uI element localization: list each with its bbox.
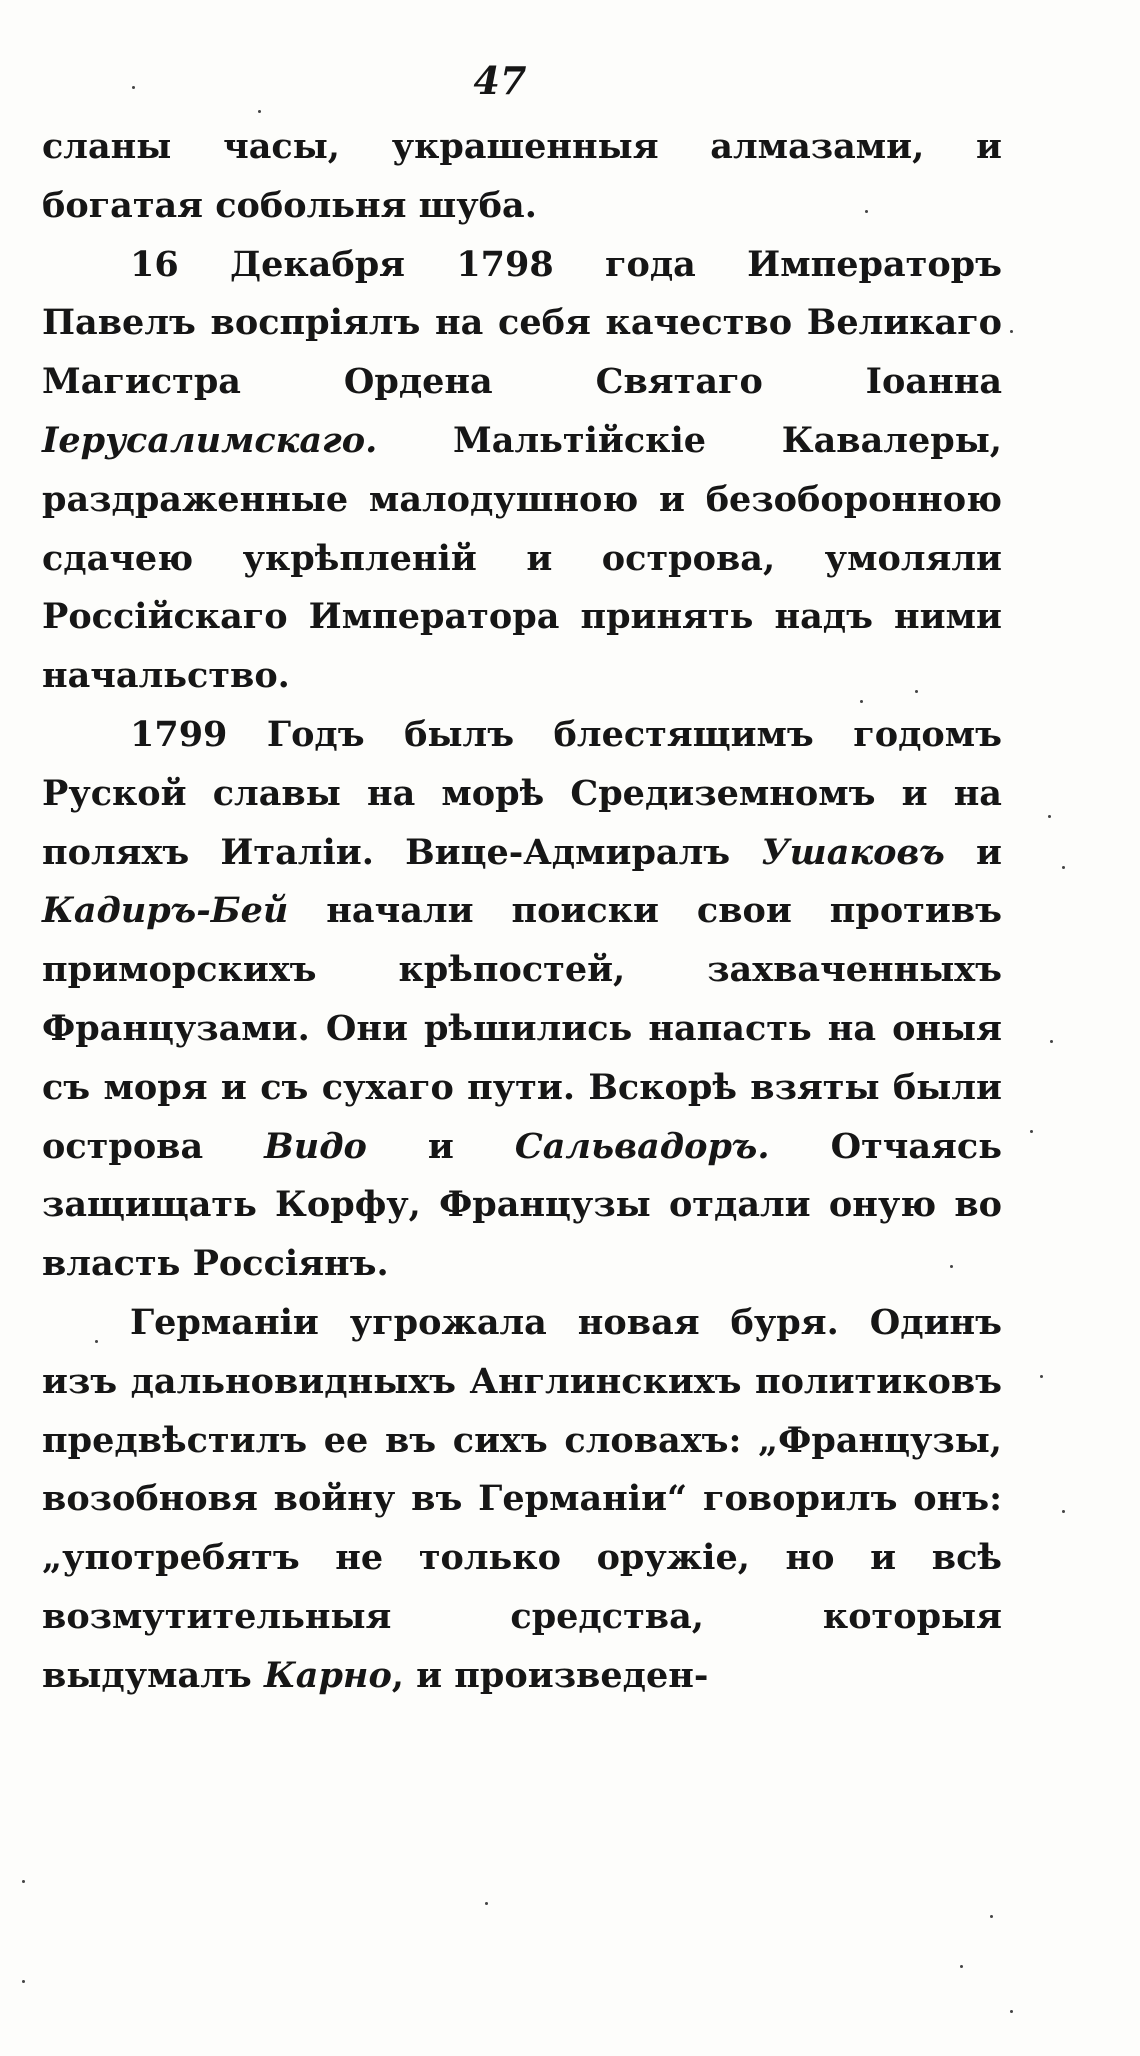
print-speck [990,1915,993,1918]
paragraph-text: сланы часы, украшенныя алмазами, и богатая собольня шуба. [42,126,1002,226]
print-speck [22,1980,25,1983]
page-number: 47 [473,58,527,103]
print-speck [95,1340,98,1343]
paragraph-3 [42,706,1002,1294]
paragraph-text: Отчаясь защищать Корфу, Французы отдали оную во власть Россіянъ. [42,1125,1002,1285]
paragraph-text: Мальтійскіе Кавалеры, раздраженные малодушною и безоборонною сдачею укрѣпленій и острова, умоляли Россійскаго Императора принять надъ ними начальство. [42,419,1002,697]
paragraph-1 [42,118,1002,236]
paragraph-text: Германіи угрожала новая буря. Одинъ изъ дальновидныхъ Англинскихъ политиковъ предвѣстилъ ее въ сихъ словахъ: „Французы, возобновя войну въ Германіи“ говорилъ онъ: „употребятъ не только оружіе, но и всѣ возмутительныя средства, которыя выдумалъ [42,1301,1002,1696]
print-speck [950,1265,953,1268]
print-speck [22,1880,25,1883]
italic-name: Сальвадоръ. [514,1125,770,1167]
page-text [42,118,1002,1706]
print-speck [1010,330,1013,333]
print-speck [1040,1375,1043,1378]
print-speck [1010,2010,1013,2013]
paragraph-text: начали поиски свои противъ приморскихъ крѣпостей, захваченныхъ Французами. Они рѣшились напасть на оныя съ моря и съ сухаго пути. Вскорѣ взяты были острова [42,890,1002,1167]
italic-term: Іерусалимскаго. [42,419,378,461]
print-speck [860,700,863,703]
print-speck [865,210,868,213]
print-speck [1030,1130,1033,1133]
print-speck [485,1902,488,1905]
italic-name: Карно [263,1654,392,1696]
paragraph-text: и [366,1125,515,1167]
print-speck [1048,815,1051,818]
paragraph-text: , и произведен- [391,1654,709,1696]
paragraph-text: 1799 Годъ былъ блестящимъ годомъ Руской славы на морѣ Средиземномъ и на поляхъ Италіи. Вице-Адмиралъ [42,713,1002,873]
italic-name: Кадиръ-Бей [42,890,289,932]
paragraph-2 [42,236,1002,706]
print-speck [1062,1510,1065,1513]
print-speck [258,110,261,113]
print-speck [960,1965,963,1968]
paragraph-4 [42,1294,1002,1706]
italic-name: Видо [264,1125,367,1167]
italic-name: Ушаковъ [761,831,945,873]
print-speck [1050,1040,1053,1043]
paragraph-text: и [944,831,1002,873]
print-speck [1062,866,1065,869]
print-speck [915,690,918,693]
print-speck [132,86,135,89]
paragraph-text: 16 Декабря 1798 года Императоръ Павелъ воспріялъ на себя качество Великаго Магистра Ордена Святаго Іоанна [42,243,1002,403]
